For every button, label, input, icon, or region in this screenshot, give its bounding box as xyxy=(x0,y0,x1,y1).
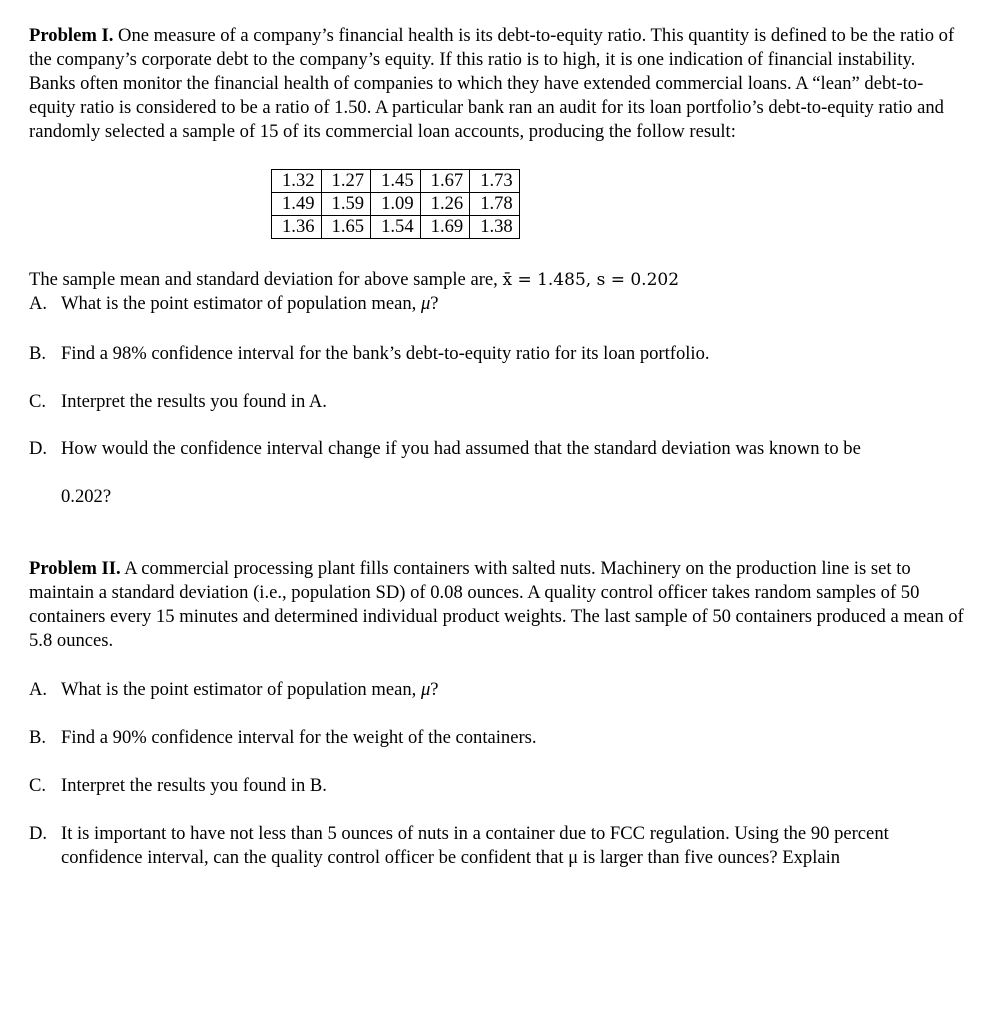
p2-question-a xyxy=(29,678,439,702)
p1-question-b xyxy=(29,342,710,366)
table-row xyxy=(272,193,520,216)
table-cell: 1.26 xyxy=(420,193,470,216)
p1-question-a-symbol: μ xyxy=(420,293,431,314)
problem1-heading: Problem I. xyxy=(29,25,114,46)
p2-question-b-label: B. xyxy=(29,727,47,748)
table-cell: 1.59 xyxy=(321,193,371,216)
p1-question-c xyxy=(29,390,327,414)
p2-question-c xyxy=(29,774,327,798)
p2-question-a-text: What is the point estimator of population mean, xyxy=(61,679,417,700)
p2-question-a-symbol: μ xyxy=(420,679,431,700)
p2-question-d xyxy=(29,822,964,870)
p1-question-a xyxy=(29,292,439,316)
table-cell: 1.27 xyxy=(321,170,371,193)
p1-question-d-continuation: 0.202? xyxy=(61,486,112,507)
table-cell: 1.49 xyxy=(272,193,322,216)
table-row xyxy=(272,170,520,193)
p1-question-a-label: A. xyxy=(29,293,48,314)
p2-question-b-text: Find a 90% confidence interval for the weight of the containers. xyxy=(61,727,537,748)
p1-question-a-end: ? xyxy=(430,293,439,314)
problem1-intro xyxy=(29,24,964,144)
sample-summary-text: The sample mean and standard deviation for above sample are, xyxy=(29,269,498,290)
table-cell: 1.32 xyxy=(272,170,322,193)
p2-question-d-text: It is important to have not less than 5 ounces of nuts in a container due to FCC regulation. Using the 90 percent confidence interval, can the quality control officer be confident that μ is larger than five ounces? Explain xyxy=(61,823,889,868)
p2-question-d-label: D. xyxy=(29,823,48,844)
table-cell: 1.38 xyxy=(470,216,520,239)
p1-question-c-label: C. xyxy=(29,391,47,412)
table-cell: 1.69 xyxy=(420,216,470,239)
table-cell: 1.09 xyxy=(371,193,421,216)
p2-question-c-text: Interpret the results you found in B. xyxy=(61,775,327,796)
table-cell: 1.54 xyxy=(371,216,421,239)
problem2-intro-text: A commercial processing plant fills containers with salted nuts. Machinery on the production line is set to maintain a standard deviation (i.e., population SD) of 0.08 ounces. A quality control officer takes random samples of 50 containers every 15 minutes and determined individual product weights. The last sample of 50 containers produced a mean of 5.8 ounces. xyxy=(29,558,964,651)
p2-question-c-label: C. xyxy=(29,775,47,796)
problem2-intro xyxy=(29,557,964,653)
table-cell: 1.73 xyxy=(470,170,520,193)
p1-question-a-text: What is the point estimator of population mean, xyxy=(61,293,417,314)
ratio-table xyxy=(271,169,520,239)
sample-summary-math: x̄ = 1.485, s = 0.202 xyxy=(502,270,680,290)
table-cell: 1.67 xyxy=(420,170,470,193)
p1-question-b-text: Find a 98% confidence interval for the bank’s debt-to-equity ratio for its loan portfolio. xyxy=(61,343,710,364)
problem2-heading: Problem II. xyxy=(29,558,121,579)
table-cell: 1.65 xyxy=(321,216,371,239)
p1-question-d-text: How would the confidence interval change if you had assumed that the standard deviation was known to be xyxy=(61,438,861,459)
table-cell: 1.36 xyxy=(272,216,322,239)
table-cell: 1.78 xyxy=(470,193,520,216)
table-cell: 1.45 xyxy=(371,170,421,193)
p1-question-b-label: B. xyxy=(29,343,47,364)
sample-summary xyxy=(29,268,679,292)
p2-question-a-end: ? xyxy=(430,679,439,700)
p1-question-d-label: D. xyxy=(29,438,48,459)
p1-question-c-text: Interpret the results you found in A. xyxy=(61,391,327,412)
table-row xyxy=(272,216,520,239)
p2-question-b xyxy=(29,726,537,750)
p2-question-a-label: A. xyxy=(29,679,48,700)
problem1-intro-text: One measure of a company’s financial health is its debt-to-equity ratio. This quantity is defined to be the ratio of the company’s corporate debt to the company’s equity. If this ratio is to high, it is one indication of financial instability. Banks often monitor the financial health of companies to which they have extended commercial loans. A “lean” debt-to-equity ratio is considered to be a ratio of 1.50. A particular bank ran an audit for its loan portfolio’s debt-to-equity ratio and randomly selected a sample of 15 of its commercial loan accounts, producing the follow result: xyxy=(29,25,955,142)
p1-question-d xyxy=(29,437,861,461)
